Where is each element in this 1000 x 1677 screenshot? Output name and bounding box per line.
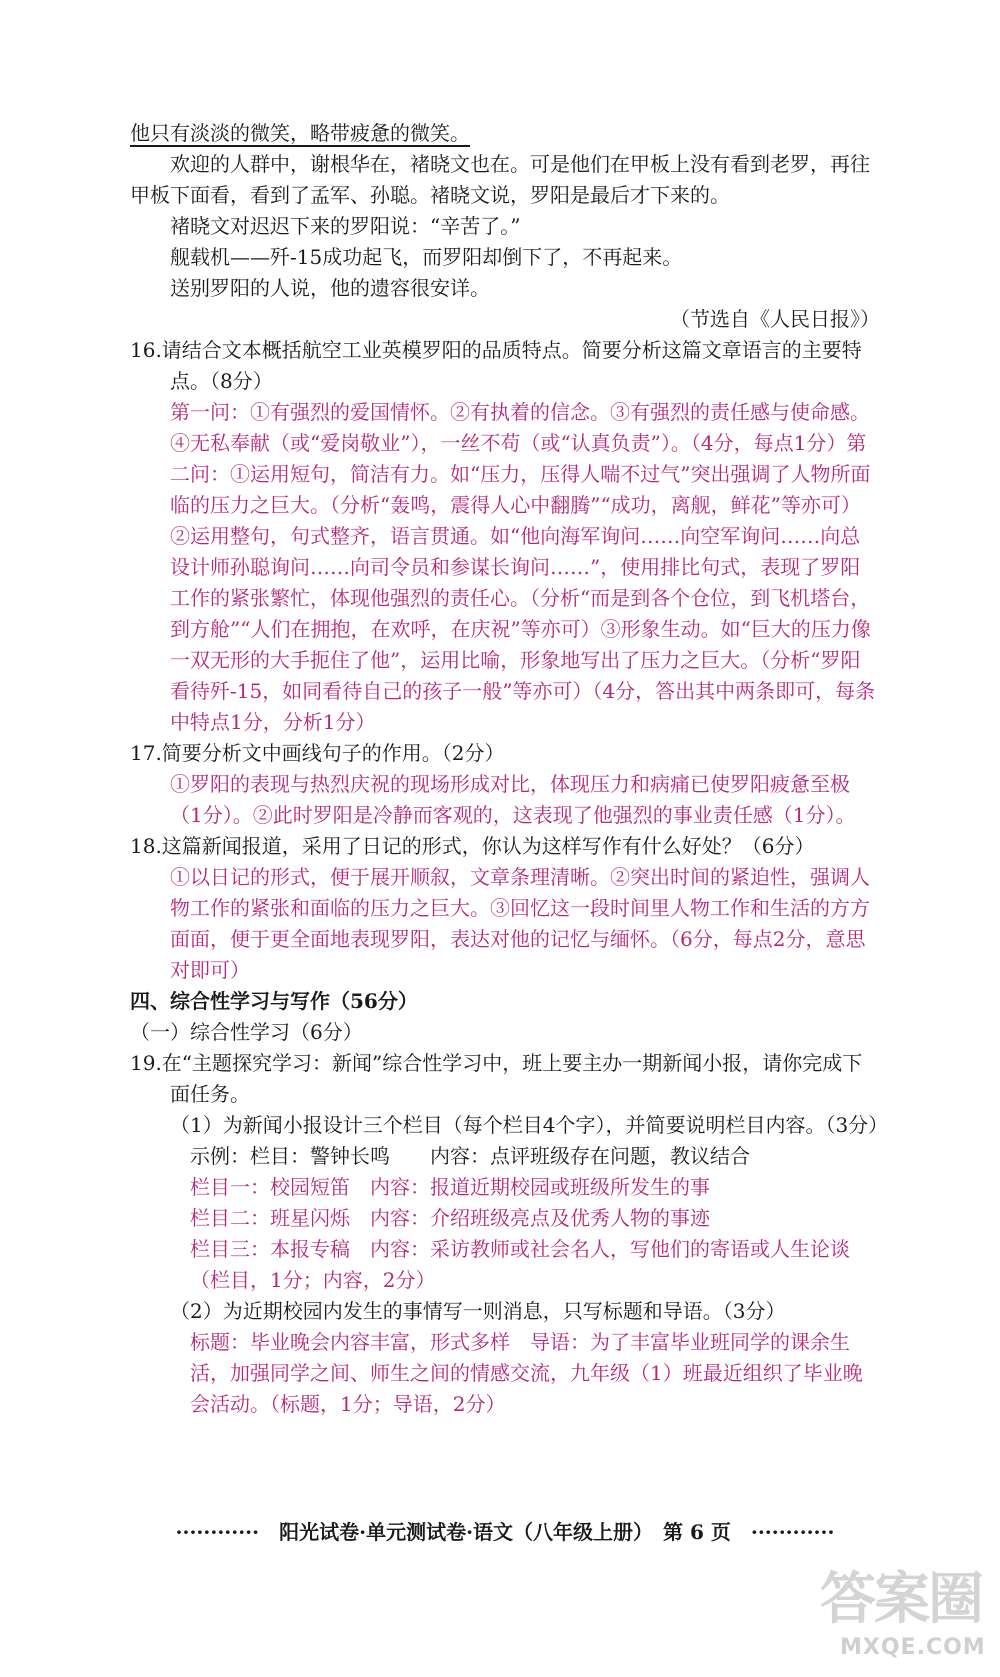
passage-paragraph: 送别罗阳的人说，他的遗容很安详。 [170,276,490,300]
question-17: 17.简要分析文中画线句子的作用。（2分） [130,741,505,765]
answer-16: 第一问：①有强烈的爱国情怀。②有执着的信念。③有强烈的责任感与使命感。④无私奉献（或“爱岗敬业”），一丝不苟（或“认真负责”）。（4分，每点1分）第二问：①运用短句，简洁有力。如“压力，压得人喘不过气”突出强调了人物所面临的压力之巨大。（分析“轰鸣，震得人心中翻腾”“成功，离舰，鲜花”等亦可）②运用整句，句式整齐，语言贯通。如“他向海军询问……向空军询问……向总设计师孙聪询问……向司令员和参谋长询问……”，使用排比句式，表现了罗阳工作的紧张繁忙，体现他强烈的责任心。（分析“而是到各个仓位，到飞机塔台，到方舱”“人们在拥抱，在欢呼，在庆祝”等亦可）③形象生动。如“巨大的压力像一双无形的大手扼住了他”，运用比喻，形象地写出了压力之巨大。（分析“罗阳看待歼-15，如同看待自己的孩子一般”等亦可）（4分，答出其中两条即可，每条中特点1分，分析1分） [170,400,876,734]
subsection-title: （一）综合性学习（6分） [130,1020,363,1044]
answer-17: ①罗阳的表现与热烈庆祝的现场形成对比，体现压力和病痛已使罗阳疲惫至极（1分）。②此时罗阳是冷静而客观的，这表现了他强烈的事业责任感（1分）。 [170,772,856,827]
page-content [130,118,889,1420]
answer-column-3: 栏目三：本报专稿 内容：采访教师或社会名人，写他们的寄语或人生论谈（栏目，1分；内容，2分） [190,1237,850,1292]
example-line: 示例：栏目：警钟长鸣 内容：点评班级存在问题，教议结合 [190,1144,750,1168]
answer-part-2: 标题：毕业晚会内容丰富，形式多样 导语：为了丰富毕业班同学的课余生活，加强同学之间、师生之间的情感交流，九年级（1）班最近组织了毕业晚会活动。（标题，1分；导语，2分） [190,1330,863,1416]
passage-source: （节选自《人民日报》） [670,307,880,331]
watermark [820,1555,985,1665]
question-16: 16.请结合文本概括航空工业英模罗阳的品质特点。简要分析这篇文章语言的主要特点。（8分） [130,338,862,393]
answer-column-1: 栏目一：校园短笛 内容：报道近期校园或班级所发生的事 [190,1175,710,1199]
answer-column-2: 栏目二：班星闪烁 内容：介绍班级亮点及优秀人物的事迹 [190,1206,710,1230]
answer-18: ①以日记的形式，便于展开顺叙，文章条理清晰。②突出时间的紧迫性，强调人物工作的紧张和面临的压力之巨大。③回忆这一段时间里人物工作和生活的方方面面，便于更全面地表现罗阳，表达对他的记忆与缅怀。（6分，每点2分，意思对即可） [170,865,870,982]
question-19: 19.在“主题探究学习：新闻”综合性学习中，班上要主办一期新闻小报，请你完成下面任务。 [130,1051,863,1106]
question-19-part-1: （1）为新闻小报设计三个栏目（每个栏目4个字），并简要说明栏目内容。（3分） [170,1113,889,1137]
page-footer: ············ 阳光试卷·单元测试卷·语文（八年级上册） 第 6 页 ············ [175,1520,835,1544]
passage-paragraph: 欢迎的人群中，谢根华在，褚晓文也在。可是他们在甲板上没有看到老罗，再往甲板下面看，看到了孟军、孙聪。褚晓文说，罗阳是最后才下来的。 [130,152,870,207]
passage-paragraph: 褚晓文对迟迟下来的罗阳说：“辛苦了。” [170,214,521,238]
watermark-logo: 答案圈 [820,1567,982,1632]
passage-paragraph: 舰载机——歼-15成功起飞，而罗阳却倒下了，不再起来。 [170,245,683,269]
underlined-sentence: 他只有淡淡的微笑，略带疲惫的微笑。 [130,121,470,145]
question-19-part-2: （2）为近期校园内发生的事情写一则消息，只写标题和导语。（3分） [170,1299,786,1323]
section-title: 四、综合性学习与写作（56分） [130,989,418,1013]
watermark-url: MXQE.COM [840,1635,986,1660]
question-18: 18.这篇新闻报道，采用了日记的形式，你认为这样写作有什么好处？（6分） [130,834,815,858]
